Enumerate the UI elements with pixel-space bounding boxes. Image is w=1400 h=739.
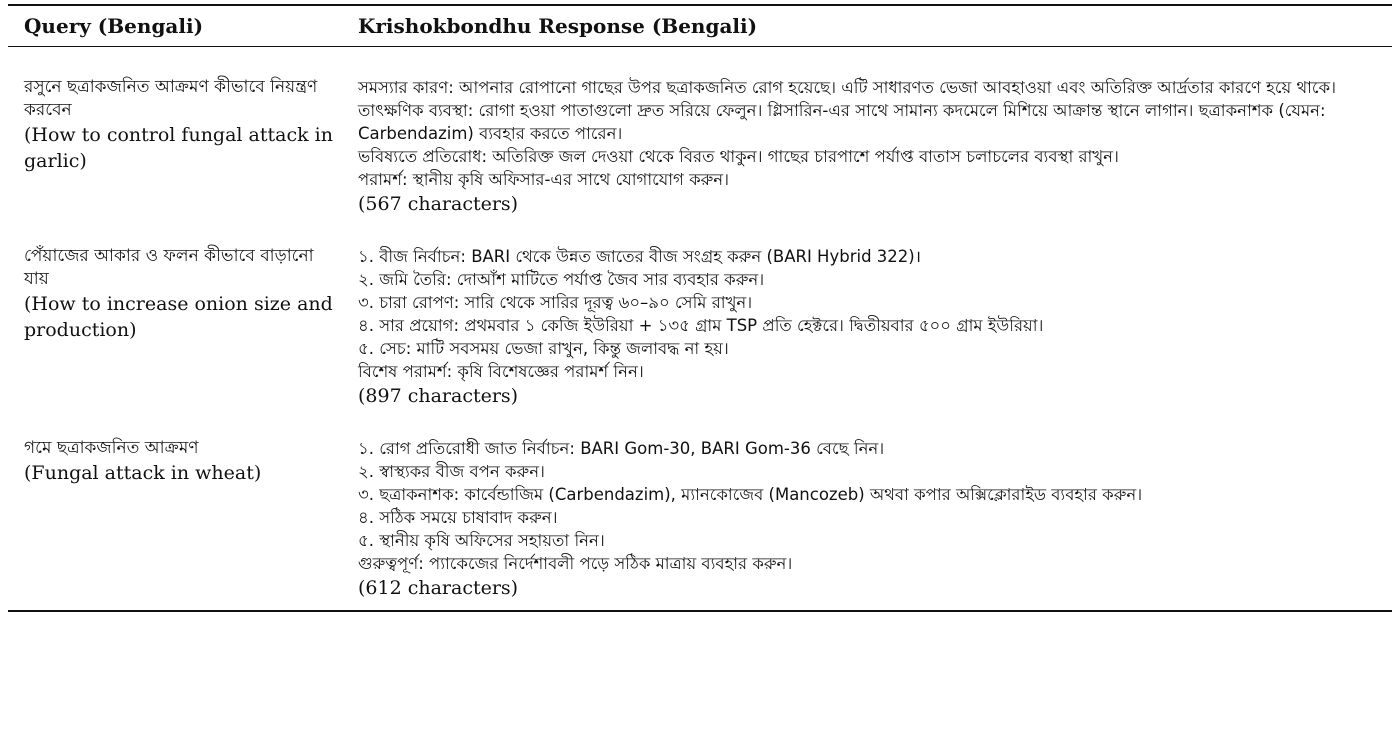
response-line: ১. বীজ নির্বাচন: BARI থেকে উন্নত জাতের বীজ সংগ্রহ করুন (BARI Hybrid 322)। [358, 247, 921, 266]
response-line: ৫. স্থানীয় কৃষি অফিসের সহায়তা নিন। [358, 531, 605, 550]
character-count: (567 characters) [358, 193, 519, 215]
query-english: (How to increase onion size and production) [24, 293, 333, 341]
query-bengali: রসুনে ছত্রাকজনিত আক্রমণ কীভাবে নিয়ন্ত্রণ করবেন [24, 77, 318, 120]
bottom-rule [8, 610, 1392, 612]
header-response: Krishokbondhu Response (Bengali) [358, 14, 758, 38]
query-cell [8, 76, 358, 174]
response-line: পরামর্শ: স্থানীয় কৃষি অফিসার-এর সাথে যোগাযোগ করুন। [358, 170, 730, 189]
response-line: ৩. চারা রোপণ: সারি থেকে সারির দূরত্ব ৬০–৯০ সেমি রাখুন। [358, 293, 753, 312]
response-line: ৪. সার প্রয়োগ: প্রথমবার ১ কেজি ইউরিয়া + ১৩৫ গ্রাম TSP প্রতি হেক্টরে। দ্বিতীয়বার ৫০০ গ্রাম ইউরিয়া। [358, 316, 1044, 335]
response-line: তাৎক্ষণিক ব্যবস্থা: রোগা হওয়া পাতাগুলো দ্রুত সরিয়ে ফেলুন। গ্লিসারিন-এর সাথে সামান্য কদমেলে মিশিয়ে আক্রান্ত স্থানে লাগান। ছত্রাকনাশক (যেমন: Carbendazim) ব্যবহার করতে পারেন। [358, 101, 1326, 143]
response-line: ২. স্বাস্থ্যকর বীজ বপন করুন। [358, 462, 545, 481]
response-cell [358, 245, 1392, 410]
table-header [8, 6, 1392, 46]
query-bengali: পেঁয়াজের আকার ও ফলন কীভাবে বাড়ানো যায় [24, 246, 314, 289]
query-cell [8, 245, 358, 343]
query-bengali: গমে ছত্রাকজনিত আক্রমণ [24, 438, 199, 458]
response-line: বিশেষ পরামর্শ: কৃষি বিশেষজ্ঞের পরামর্শ নিন। [358, 362, 644, 381]
character-count: (897 characters) [358, 385, 519, 407]
table-row [8, 437, 1392, 602]
table-row [8, 76, 1392, 218]
table-row [8, 245, 1392, 410]
character-count: (612 characters) [358, 577, 519, 599]
response-table [8, 4, 1392, 612]
query-cell [8, 437, 358, 486]
response-line: ২. জমি তৈরি: দোআঁশ মাটিতে পর্যাপ্ত জৈব সার ব্যবহার করুন। [358, 270, 765, 289]
response-line: ১. রোগ প্রতিরোধী জাত নির্বাচন: BARI Gom-30, BARI Gom-36 বেছে নিন। [358, 439, 885, 458]
response-cell [358, 76, 1392, 218]
response-line: সমস্যার কারণ: আপনার রোপানো গাছের উপর ছত্রাকজনিত রোগ হয়েছে। এটি সাধারণত ভেজা আবহাওয়া এবং অতিরিক্ত আর্দ্রতার কারণে হয়ে থাকে। [358, 78, 1336, 97]
response-cell [358, 437, 1392, 602]
response-line: ৩. ছত্রাকনাশক: কার্বেন্ডাজিম (Carbendazim), ম্যানকোজেব (Mancozeb) অথবা কপার অক্সিক্লোরাইড ব্যবহার করুন। [358, 485, 1143, 504]
response-line: ৪. সঠিক সময়ে চাষাবাদ করুন। [358, 508, 558, 527]
response-line: ভবিষ্যতে প্রতিরোধ: অতিরিক্ত জল দেওয়া থেকে বিরত থাকুন। গাছের চারপাশে পর্যাপ্ত বাতাস চলাচলের ব্যবস্থা রাখুন। [358, 147, 1119, 166]
query-english: (Fungal attack in wheat) [24, 462, 262, 484]
response-line: গুরুত্বপূর্ণ: প্যাকেজের নির্দেশাবলী পড়ে সঠিক মাত্রায় ব্যবহার করুন। [358, 554, 793, 573]
response-line: ৫. সেচ: মাটি সবসময় ভেজা রাখুন, কিন্তু জলাবদ্ধ না হয়। [358, 339, 729, 358]
table-body [8, 47, 1392, 602]
query-english: (How to control fungal attack in garlic) [24, 124, 333, 172]
header-query: Query (Bengali) [24, 14, 204, 38]
